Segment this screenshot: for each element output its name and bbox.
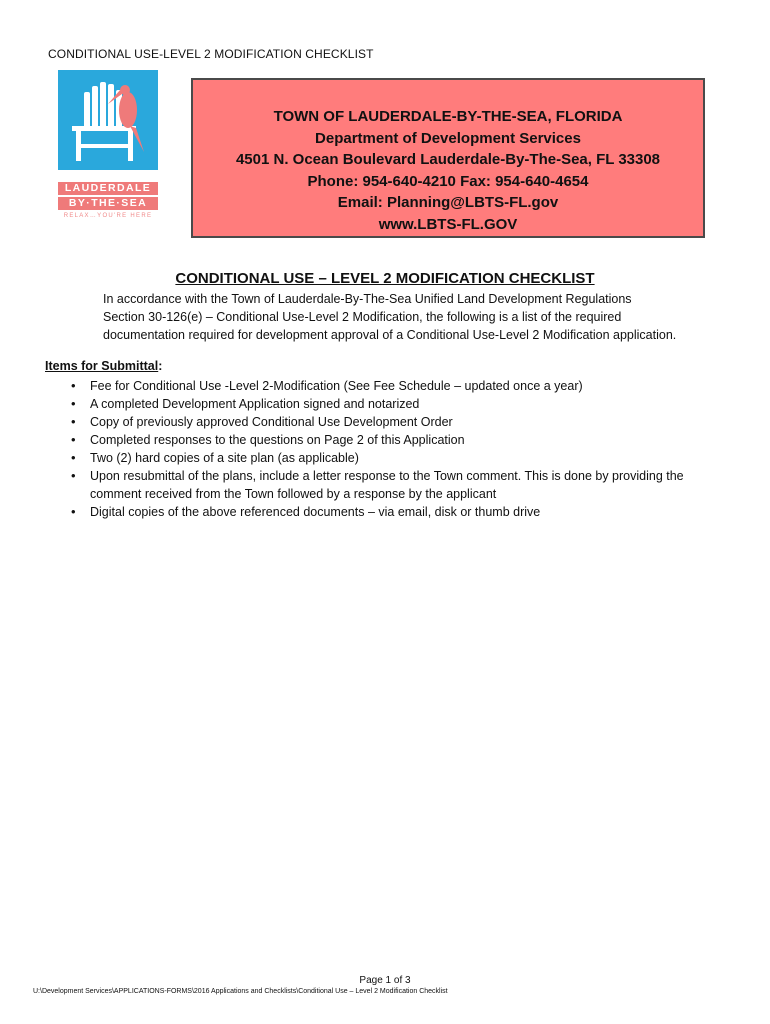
logo-chair-graphic — [58, 70, 158, 170]
items-heading-colon: : — [158, 359, 163, 373]
intro-line: Section 30-126(e) – Conditional Use-Level 2 Modification, the following is a list of the required — [103, 310, 622, 324]
email-line: Email: Planning@LBTS-FL.gov — [337, 194, 559, 211]
footer-file-path: U:\Development Services\APPLICATIONS-FORMS\2016 Applications and Checklists\Conditional Use – Level 2 Modification Checklist — [33, 988, 448, 995]
list-item: • A completed Development Application signed and notarized — [68, 395, 718, 413]
page-number: Page 1 of 3 — [359, 975, 411, 986]
list-item: • Copy of previously approved Conditional Use Development Order — [68, 413, 718, 431]
logo-wordmark-line2: BY·THE·SEA — [58, 197, 158, 210]
logo-wordmark-line1: LAUDERDALE — [58, 182, 158, 195]
intro-paragraph — [103, 290, 723, 344]
town-name: TOWN OF LAUDERDALE-BY-THE-SEA, FLORIDA — [273, 108, 623, 125]
document-top-label: CONDITIONAL USE-LEVEL 2 MODIFICATION CHECKLIST — [48, 47, 374, 61]
intro-line: documentation required for development approval of a Conditional Use-Level 2 Modification application. — [103, 328, 677, 342]
logo-tagline: RELAX…YOU'RE HERE — [63, 213, 153, 219]
department-header-box — [191, 78, 705, 238]
phone-fax: Phone: 954-640-4210 Fax: 954-640-4654 — [307, 172, 589, 190]
intro-line: In accordance with the Town of Lauderdale-By-The-Sea Unified Land Development Regulations — [103, 292, 632, 306]
website-line: www.LBTS-FL.GOV — [378, 215, 518, 233]
town-logo — [58, 70, 158, 226]
list-item: • Two (2) hard copies of a site plan (as applicable) — [68, 449, 718, 467]
submittal-items-list — [68, 377, 718, 521]
department-name: Department of Development Services — [315, 129, 581, 147]
department-address: 4501 N. Ocean Boulevard Lauderdale-By-The-Sea, FL 33308 — [235, 151, 661, 168]
checklist-title: CONDITIONAL USE – LEVEL 2 MODIFICATION CHECKLIST — [175, 270, 595, 287]
list-item: • Digital copies of the above referenced documents – via email, disk or thumb drive — [68, 503, 718, 521]
list-item: • Completed responses to the questions on Page 2 of this Application — [68, 431, 718, 449]
list-item: • Fee for Conditional Use -Level 2-Modification (See Fee Schedule – updated once a year) — [68, 377, 718, 395]
list-item: • Upon resubmittal of the plans, include a letter response to the Town comment. This is done by providing the comment received from the Town followed by a response by the applicant — [68, 467, 718, 503]
items-heading-text: Items for Submittal — [45, 359, 159, 373]
adirondack-chair-icon — [58, 70, 158, 170]
items-heading — [45, 359, 162, 373]
